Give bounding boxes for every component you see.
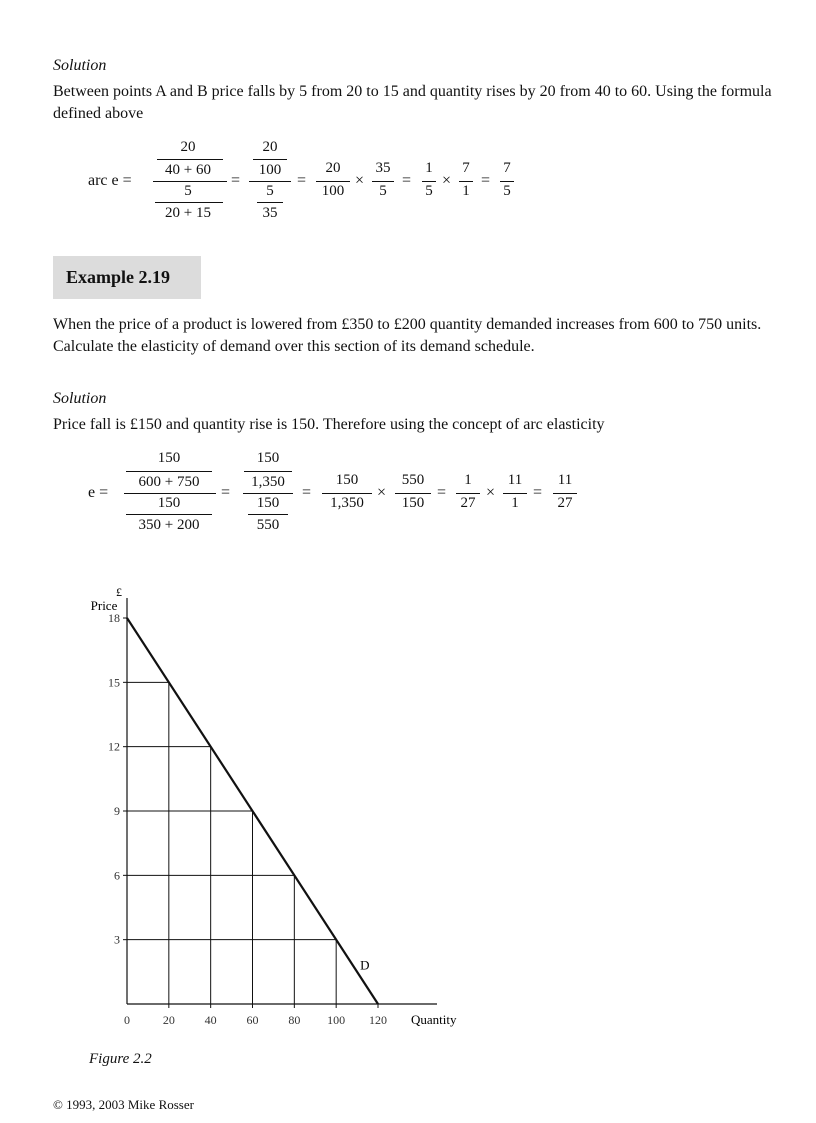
- eq1-equals-3: =: [402, 172, 412, 189]
- example-text: When the price of a product is lowered from £350 to £200 quantity demanded increases from 600 to 750 units. Calculate the elasticity of demand over this section of its demand schedule.: [53, 316, 762, 355]
- eq2-f7-num: 11: [557, 472, 573, 488]
- x-tick-label: 100: [327, 1013, 346, 1027]
- tick-labels: [108, 611, 387, 1027]
- eq2-f3-num: 150: [335, 472, 359, 488]
- eq1-f4-den: 5: [379, 183, 387, 199]
- eq2-f1-bot-den: 350 + 200: [138, 517, 200, 533]
- eq2-equals-1: =: [221, 484, 231, 501]
- y-axis-label: Price: [90, 598, 118, 613]
- eq2-lhs: e =: [88, 484, 109, 501]
- eq2-f5-num: 1: [464, 472, 472, 488]
- x-tick-label: 80: [288, 1013, 301, 1027]
- eq2-equals-3: =: [437, 484, 447, 501]
- eq1-f3-num: 20: [325, 160, 341, 176]
- x-tick-label: 120: [369, 1013, 387, 1027]
- copyright-footer: © 1993, 2003 Mike Rosser: [53, 1097, 194, 1112]
- eq2-f1-main-bar: [124, 493, 216, 494]
- eq2-f2-bot-den: 550: [256, 517, 280, 533]
- eq1-equals-2: =: [297, 172, 307, 189]
- eq2-times-2: ×: [486, 484, 496, 501]
- solution-heading-1: Solution: [53, 57, 107, 74]
- eq2-f1-bot-bar: [126, 514, 212, 515]
- eq1-f6-num: 7: [462, 160, 470, 176]
- eq2-f2-main-bar: [243, 493, 293, 494]
- eq1-f3-den: 100: [321, 183, 345, 199]
- eq1-equals-4: =: [481, 172, 491, 189]
- demand-curve-label: D: [360, 957, 370, 973]
- y-tick-label: 12: [108, 739, 120, 754]
- x-axis-label: Quantity: [411, 1012, 457, 1027]
- x-tick-label: 40: [204, 1013, 217, 1027]
- eq1-f4-num: 35: [375, 160, 391, 176]
- eq2-f4-num: 550: [401, 472, 425, 488]
- eq1-lhs: arc e =: [88, 172, 132, 189]
- eq1-f2-bot-den: 35: [262, 205, 278, 221]
- eq2-f1-top-bar: [126, 471, 212, 472]
- eq2-f6-den: 1: [511, 495, 519, 511]
- eq2-f6-bar: [503, 493, 527, 494]
- eq1-f5-num: 1: [425, 160, 433, 176]
- eq1-f5-den: 5: [425, 183, 433, 199]
- eq2-equals-2: =: [302, 484, 312, 501]
- eq1-times-1: ×: [355, 172, 365, 189]
- eq2-f3-bar: [322, 493, 372, 494]
- demand-curve-chart: [0, 570, 816, 1040]
- eq2-f2-bot-bar: [248, 514, 288, 515]
- eq2-f7-den: 27: [557, 495, 573, 511]
- y-tick-label: 6: [114, 868, 120, 883]
- eq1-f2-bot-num: 5: [266, 183, 274, 199]
- eq1-f1-bot-den: 20 + 15: [165, 205, 211, 221]
- eq1-f1-top-num: 20: [180, 139, 196, 155]
- eq2-f4-bar: [395, 493, 431, 494]
- eq1-f7-num: 7: [503, 160, 511, 176]
- eq2-f7-bar: [553, 493, 577, 494]
- y-tick-label: 15: [108, 675, 120, 690]
- y-tick-label: 18: [108, 611, 120, 625]
- eq1-f1-top-den: 40 + 60: [165, 162, 211, 178]
- eq2-f2-top-num: 150: [256, 450, 280, 466]
- eq2-f1-bot-num: 150: [157, 495, 181, 511]
- solution-heading-2: Solution: [53, 390, 107, 407]
- eq2-f4-den: 150: [401, 495, 425, 511]
- eq2-equals-4: =: [533, 484, 543, 501]
- solution-text-1: Between points A and B price falls by 5 from 20 to 15 and quantity rises by 20 from 40 to 60. Using the formula defined above: [53, 83, 772, 122]
- eq1-times-2: ×: [442, 172, 452, 189]
- eq1-equals-1: =: [231, 172, 241, 189]
- example-label: Example 2.19: [66, 267, 171, 287]
- eq2-f1-top-num: 150: [157, 450, 181, 466]
- arc-elasticity-equation-2: [0, 0, 816, 560]
- eq2-f5-bar: [456, 493, 480, 494]
- eq2-times-1: ×: [377, 484, 387, 501]
- eq2-f3-den: 1,350: [330, 495, 364, 511]
- x-tick-label: 0: [124, 1013, 130, 1027]
- eq2-f2-top-bar: [244, 471, 292, 472]
- x-tick-label: 60: [246, 1013, 259, 1027]
- eq2-f2-top-den: 1,350: [251, 474, 285, 490]
- eq1-f1-bot-num: 5: [184, 183, 192, 199]
- step-grid: [127, 682, 336, 1004]
- eq2-f2-bot-num: 150: [256, 495, 280, 511]
- eq1-f2-top-num: 20: [262, 139, 278, 155]
- eq1-f2-top-den: 100: [258, 162, 282, 178]
- y-tick-label: 9: [114, 804, 120, 818]
- figure-caption: Figure 2.2: [89, 1051, 152, 1067]
- eq2-f5-den: 27: [460, 495, 476, 511]
- eq2-f6-num: 11: [507, 472, 523, 488]
- y-tick-label: 3: [114, 932, 120, 947]
- y-axis-unit: £: [116, 585, 122, 599]
- solution-text-2: Price fall is £150 and quantity rise is 150. Therefore using the concept of arc elasticity: [53, 416, 605, 433]
- x-tick-label: 20: [162, 1013, 175, 1027]
- eq2-f1-top-den: 600 + 750: [138, 474, 200, 490]
- eq1-f7-den: 5: [503, 183, 511, 199]
- eq1-f6-den: 1: [462, 183, 470, 199]
